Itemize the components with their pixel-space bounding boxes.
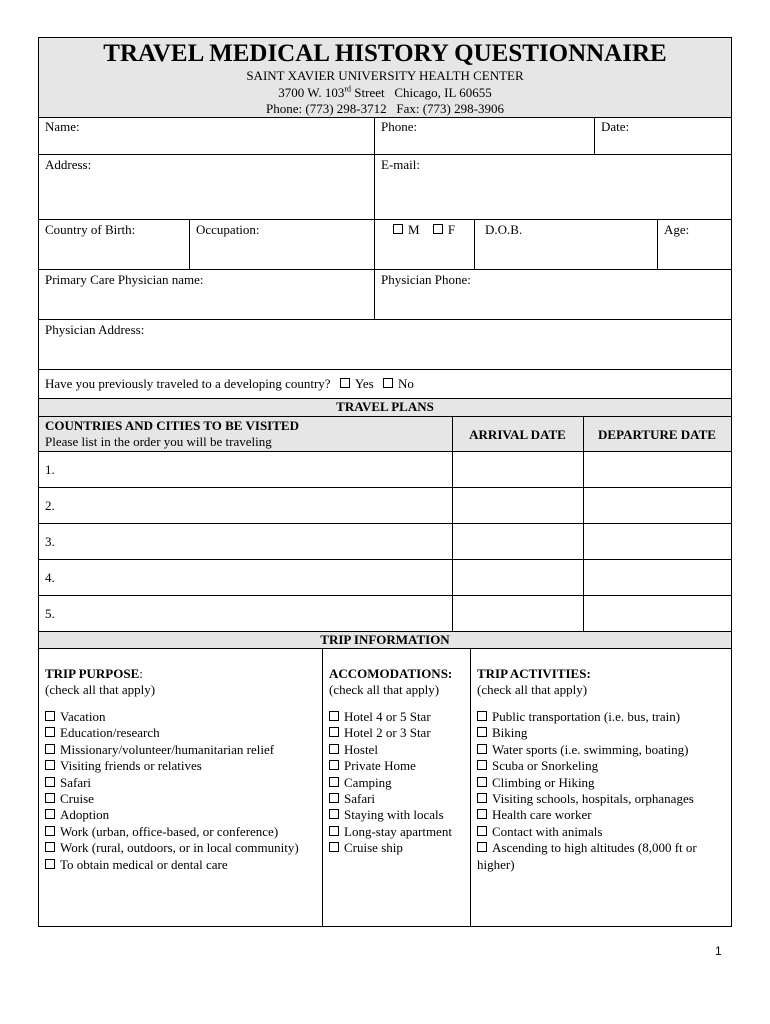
option-label: Contact with animals: [492, 823, 603, 839]
list-item: [329, 824, 452, 840]
divider: [470, 648, 471, 927]
arrival-date-heading: ARRIVAL DATE: [469, 427, 566, 442]
checkbox[interactable]: [329, 777, 339, 787]
list-item: [477, 824, 697, 840]
trip-activities-note: (check all that apply): [477, 682, 588, 697]
divider: [583, 416, 584, 631]
border-right: [731, 37, 732, 927]
checkbox[interactable]: [329, 826, 339, 836]
option-label: Cruise: [60, 790, 94, 806]
list-item: [477, 709, 697, 725]
trip-purpose-heading-text: TRIP PURPOSE: [45, 666, 140, 681]
checkbox[interactable]: [45, 793, 55, 803]
travel-row-number[interactable]: 2.: [45, 498, 55, 513]
list-item: [477, 725, 697, 741]
divider: [374, 117, 375, 219]
divider: [594, 117, 595, 154]
list-item: [45, 857, 299, 873]
country-of-birth-label[interactable]: Country of Birth:: [45, 222, 136, 237]
rule: [38, 451, 732, 452]
trip-activities-list: [477, 709, 697, 873]
rule: [38, 595, 732, 596]
address-suffix: Street Chicago, IL 60655: [351, 85, 492, 100]
checkbox[interactable]: [45, 744, 55, 754]
option-label: Work (rural, outdoors, or in local community): [60, 840, 299, 856]
trip-purpose-list: [45, 709, 299, 873]
option-label: Hotel 2 or 3 Star: [344, 725, 431, 741]
list-item: [329, 807, 452, 823]
option-label: Biking: [492, 725, 528, 741]
divider: [374, 269, 375, 319]
divider: [374, 219, 375, 269]
option-label: Ascending to high altitudes (8,000 ft or: [492, 840, 697, 856]
sex-m-checkbox[interactable]: [393, 224, 403, 234]
checkbox[interactable]: [477, 727, 487, 737]
option-label: Camping: [344, 774, 392, 790]
org-name: SAINT XAVIER UNIVERSITY HEALTH CENTER: [246, 68, 524, 83]
list-item: [329, 742, 452, 758]
checkbox[interactable]: [477, 777, 487, 787]
border-bottom: [38, 926, 732, 927]
rule: [38, 154, 732, 155]
sex-f-label: F: [447, 222, 456, 237]
list-item: [45, 758, 299, 774]
option-label: Health care worker: [492, 807, 592, 823]
option-label: Water sports (i.e. swimming, boating): [492, 741, 689, 757]
yes-checkbox[interactable]: [340, 378, 350, 388]
countries-subheading: Please list in the order you will be traveling: [45, 434, 272, 449]
list-item: [477, 791, 697, 807]
dob-label[interactable]: D.O.B.: [485, 222, 523, 237]
phone-field-label[interactable]: Phone:: [381, 119, 418, 134]
list-item: [45, 840, 299, 856]
list-item: [329, 775, 452, 791]
checkbox[interactable]: [477, 826, 487, 836]
rule: [38, 559, 732, 560]
countries-heading: COUNTRIES AND CITIES TO BE VISITED: [45, 418, 299, 433]
checkbox[interactable]: [477, 744, 487, 754]
trip-purpose-heading-colon: :: [139, 666, 143, 681]
checkbox[interactable]: [45, 842, 55, 852]
list-item: [45, 709, 299, 725]
option-label: Missionary/volunteer/humanitarian relief: [60, 741, 275, 757]
rule: [38, 487, 732, 488]
list-item: [329, 709, 452, 725]
checkbox[interactable]: [329, 744, 339, 754]
address-field-label[interactable]: Address:: [45, 157, 92, 172]
checkbox[interactable]: [45, 826, 55, 836]
age-label[interactable]: Age:: [664, 222, 690, 237]
list-item: [329, 791, 452, 807]
rule: [38, 369, 732, 370]
accommodations-note: (check all that apply): [329, 682, 440, 697]
rule: [38, 648, 732, 649]
rule: [38, 269, 732, 270]
yes-label: Yes: [354, 376, 374, 391]
accommodations-list: [329, 709, 452, 857]
email-field-label[interactable]: E-mail:: [381, 157, 420, 172]
checkbox[interactable]: [477, 842, 487, 852]
address-superscript: rd: [344, 84, 352, 94]
trip-activities-heading: TRIP ACTIVITIES:: [477, 666, 591, 681]
page-title: TRAVEL MEDICAL HISTORY QUESTIONNAIRE: [103, 40, 667, 67]
questionnaire-form: [38, 37, 732, 927]
checkbox[interactable]: [329, 842, 339, 852]
option-label: Adoption: [60, 807, 110, 823]
rule: [38, 117, 732, 118]
address-prefix: 3700 W. 103: [278, 85, 345, 100]
checkbox[interactable]: [45, 711, 55, 721]
sex-options: [393, 222, 455, 237]
divider: [474, 219, 475, 269]
rule: [38, 319, 732, 320]
previous-travel-question: [45, 376, 414, 391]
option-label: Long-stay apartment: [344, 823, 452, 839]
checkbox[interactable]: [45, 727, 55, 737]
border-left: [38, 37, 39, 927]
checkbox[interactable]: [329, 760, 339, 770]
list-item: [45, 725, 299, 741]
list-item: [45, 807, 299, 823]
option-label: Hostel: [344, 741, 378, 757]
list-item: [45, 791, 299, 807]
option-label: Work (urban, office-based, or conference): [60, 823, 279, 839]
checkbox[interactable]: [329, 793, 339, 803]
checkbox[interactable]: [45, 809, 55, 819]
org-contact: Phone: (773) 298-3712 Fax: (773) 298-3906: [266, 101, 504, 116]
option-label: Public transportation (i.e. bus, train): [492, 709, 681, 724]
list-item: [45, 775, 299, 791]
option-label: Private Home: [344, 758, 416, 774]
divider: [189, 219, 190, 269]
name-field-label[interactable]: Name:: [45, 119, 80, 134]
option-label: To obtain medical or dental care: [60, 856, 228, 872]
list-item: [329, 758, 452, 774]
list-item: [477, 775, 697, 791]
physician-address-label[interactable]: Physician Address:: [45, 322, 145, 337]
checkbox[interactable]: [45, 760, 55, 770]
trip-purpose-note: (check all that apply): [45, 682, 156, 697]
list-item: [45, 824, 299, 840]
travel-row-number[interactable]: 5.: [45, 606, 55, 621]
option-label: Climbing or Hiking: [492, 774, 595, 790]
option-label: Visiting schools, hospitals, orphanages: [492, 790, 694, 806]
checkbox[interactable]: [329, 727, 339, 737]
rule: [38, 219, 732, 220]
sex-m-label: M: [408, 222, 420, 237]
departure-date-heading: DEPARTURE DATE: [598, 427, 716, 442]
checkbox[interactable]: [477, 809, 487, 819]
trip-purpose-heading: [45, 666, 143, 681]
accommodations-heading: ACCOMODATIONS:: [329, 666, 453, 681]
option-label: Education/research: [60, 725, 160, 741]
no-checkbox[interactable]: [383, 378, 393, 388]
rule: [38, 416, 732, 417]
checkbox[interactable]: [477, 711, 487, 721]
option-label: Safari: [60, 774, 92, 790]
option-label: Safari: [344, 790, 376, 806]
date-field-label[interactable]: Date:: [601, 119, 630, 134]
physician-phone-label[interactable]: Physician Phone:: [381, 272, 471, 287]
divider: [657, 219, 658, 269]
checkbox[interactable]: [477, 760, 487, 770]
divider: [322, 648, 323, 927]
sex-f-checkbox[interactable]: [433, 224, 443, 234]
trip-info-title: TRIP INFORMATION: [320, 632, 450, 647]
checkbox[interactable]: [477, 793, 487, 803]
border-top: [38, 37, 732, 38]
rule: [38, 523, 732, 524]
no-label: No: [397, 376, 414, 391]
checkbox[interactable]: [45, 859, 55, 869]
travel-plans-title: TRAVEL PLANS: [336, 399, 434, 414]
list-item: [477, 807, 697, 823]
option-label: Scuba or Snorkeling: [492, 758, 599, 774]
option-label: Staying with locals: [344, 807, 444, 823]
list-item: [329, 725, 452, 741]
checkbox[interactable]: [45, 777, 55, 787]
option-label: Cruise ship: [344, 840, 403, 856]
list-item: [477, 840, 697, 856]
list-item: [477, 758, 697, 774]
list-item-continuation: higher): [477, 856, 515, 872]
travel-row-number[interactable]: 4.: [45, 570, 55, 585]
physician-name-label[interactable]: Primary Care Physician name:: [45, 272, 204, 287]
page-number: 1: [715, 944, 722, 958]
list-item: [329, 840, 452, 856]
previous-travel-text: Have you previously traveled to a developing country?: [45, 376, 331, 391]
option-label: Vacation: [60, 709, 106, 724]
list-item: [477, 742, 697, 758]
checkbox[interactable]: [329, 809, 339, 819]
travel-row-number[interactable]: 1.: [45, 462, 55, 477]
checkbox[interactable]: [329, 711, 339, 721]
list-item: [45, 742, 299, 758]
option-label: Hotel 4 or 5 Star: [344, 709, 431, 724]
divider: [452, 416, 453, 631]
travel-row-number[interactable]: 3.: [45, 534, 55, 549]
occupation-label[interactable]: Occupation:: [196, 222, 260, 237]
option-label: Visiting friends or relatives: [60, 758, 202, 774]
org-address: [38, 85, 732, 100]
